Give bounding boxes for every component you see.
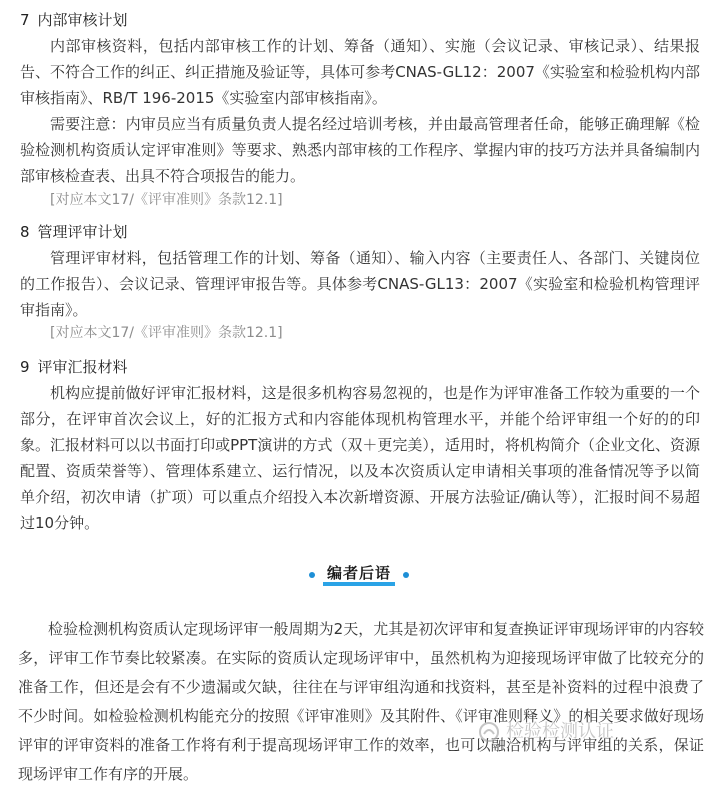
- section-8-number: 8: [20, 223, 30, 241]
- watermark-text: 检验检测认证: [506, 721, 614, 742]
- section-8-heading: [20, 222, 128, 242]
- afterword-paragraph: 检验检测机构资质认定现场评审一般周期为2天，尤其是初次评审和复查换证评审现场评审的内容较多，评审工作节奏比较紧凑。在实际的资质认定现场评审中，虽然机构为迎接现场评审做了比较充分的准备工作，但还是会有不少遗漏或欠缺，往往在与评审组沟通和找资料，甚至是补资料的过程中浪费了不少时间。如检验检测机构能充分的按照《评审准则》及其附件、《评审准则释义》的相关要求做好现场评审的评审资料的准备工作将有利于提高现场评审工作的效率，也可以融洽机构与评审组的关系，保证现场评审工作有序的开展。: [18, 620, 704, 783]
- badge-dot-right: [403, 572, 409, 578]
- section-8-title: 管理评审计划: [37, 223, 128, 241]
- section-8-paragraph-1: 管理评审材料，包括管理工作的计划、筹备（通知）、输入内容（主要责任人、各部门、关键岗位的工作报告）、会议记录、管理评审报告等。具体参考CNAS-GL13：2007《实验室和检验机构管理评审指南》。: [20, 249, 700, 319]
- section-9-paragraph-1: 机构应提前做好评审汇报材料，这是很多机构容易忽视的，也是作为评审准备工作较为重要的一个部分，在评审首次会议上，好的汇报方式和内容能体现机构管理水平，并能个给评审组一个好的的印象。汇报材料可以以书面打印或PPT演讲的方式（双＋更完美），适用时，将机构简介（企业文化、资源配置、资质荣誉等）、管理体系建立、运行情况，以及本次资质认定申请相关事项的准备情况等予以简单介绍，初次申请（扩项）可以重点介绍投入本次新增资源、开展方法验证/确认等），汇报时间不易超过10分钟。: [20, 384, 700, 532]
- section-7-number: 7: [20, 11, 30, 29]
- section-7-paragraph-2: 需要注意：内审员应当有质量负责人提名经过培训考核，并由最高管理者任命，能够正确理解《检验检测机构资质认定评审准则》等要求、熟悉内部审核的工作程序、掌握内审的技巧方法并具备编制内部审核检查表、出具不符合项报告的能力。: [20, 115, 700, 185]
- afterword-badge: [309, 563, 409, 587]
- section-7-title: 内部审核计划: [37, 11, 128, 29]
- afterword-underline: [323, 582, 395, 586]
- section-8-reference: [对应本文17/《评审准则》条款12.1]: [50, 325, 283, 341]
- section-9-number: 9: [20, 358, 30, 376]
- section-7-heading: [20, 10, 128, 30]
- badge-dot-left: [309, 572, 315, 578]
- section-7-paragraph-1: 内部审核资料，包括内部审核工作的计划、筹备（通知）、实施（会议记录、审核记录）、结果报告、不符合工作的纠正、纠正措施及验证等，具体可参考CNAS-GL12：2007《实验室和检验机构内部审核指南》、RB/T 196-2015《实验室内部审核指南》。: [20, 37, 700, 107]
- section-9-title: 评审汇报材料: [37, 358, 128, 376]
- section-7-reference: [对应本文17/《评审准则》条款12.1]: [50, 192, 283, 208]
- afterword-title: 编者后语: [326, 564, 391, 582]
- section-9-heading: [20, 357, 128, 377]
